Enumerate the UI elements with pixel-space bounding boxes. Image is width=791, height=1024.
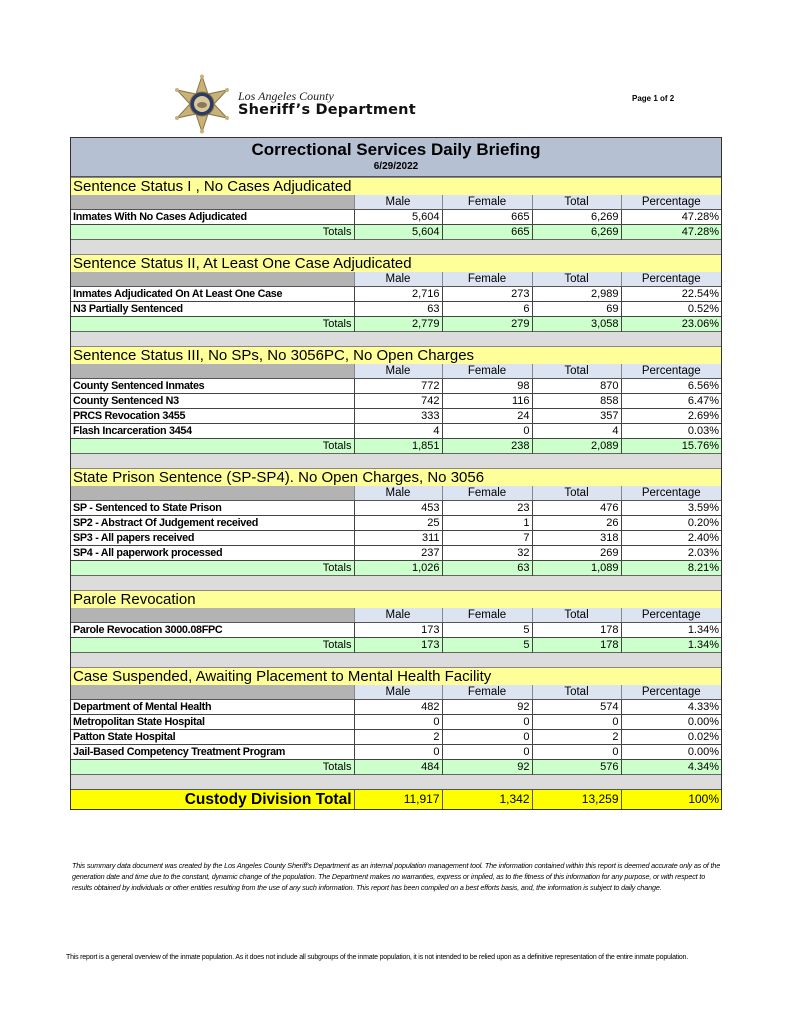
grand-total-total-value: 13,259 <box>532 790 621 810</box>
row-label: PRCS Revocation 3455 <box>71 409 354 424</box>
totals-row <box>71 561 721 576</box>
table-row <box>71 623 721 638</box>
column-header: Male <box>354 685 442 700</box>
column-header-row <box>71 272 721 287</box>
column-header: Female <box>442 608 532 623</box>
row-female-value: 92 <box>442 700 532 715</box>
table-row <box>71 700 721 715</box>
spacer-cell <box>71 332 721 347</box>
row-total-value: 0 <box>532 745 621 760</box>
spacer-cell <box>71 653 721 668</box>
section-spacer <box>71 775 721 790</box>
section-title-row <box>71 591 721 609</box>
section-title-row <box>71 255 721 273</box>
totals-male-value: 2,779 <box>354 317 442 332</box>
row-total-value: 26 <box>532 516 621 531</box>
section-title: Sentence Status II, At Least One Case Adjudicated <box>71 255 721 273</box>
row-pct-value: 2.40% <box>621 531 721 546</box>
totals-row <box>71 760 721 775</box>
row-female-value: 0 <box>442 715 532 730</box>
row-label: Inmates Adjudicated On At Least One Case <box>71 287 354 302</box>
row-total-value: 0 <box>532 715 621 730</box>
row-female-value: 0 <box>442 730 532 745</box>
row-male-value: 2 <box>354 730 442 745</box>
totals-row <box>71 638 721 653</box>
totals-pct-value: 4.34% <box>621 760 721 775</box>
totals-female-value: 238 <box>442 439 532 454</box>
section-spacer <box>71 576 721 591</box>
totals-male-value: 173 <box>354 638 442 653</box>
column-header: Percentage <box>621 195 721 210</box>
row-male-value: 742 <box>354 394 442 409</box>
table-row <box>71 730 721 745</box>
totals-label: Totals <box>71 760 354 775</box>
row-total-value: 178 <box>532 623 621 638</box>
table-row <box>71 409 721 424</box>
column-header: Percentage <box>621 364 721 379</box>
row-female-value: 32 <box>442 546 532 561</box>
row-total-value: 4 <box>532 424 621 439</box>
disclaimer-text: This summary data document was created by the Los Angeles County Sheriff's Department as an internal population management tool. The information contained within this report is deemed accurate only as of the generation date and time due to the constant, dynamic change of the population. The Department makes no warranties, express or implied, as to the fitness of this information for any purpose, or with respect to results obtained by individuals or other entities resulting from the use of any such information. This report has been compiled on a best efforts basis, and, the information is subject to daily change. <box>72 861 721 892</box>
column-header: Female <box>442 195 532 210</box>
row-pct-value: 0.52% <box>621 302 721 317</box>
row-total-value: 870 <box>532 379 621 394</box>
grand-total-female-value: 1,342 <box>442 790 532 810</box>
sheriff-star-badge-icon <box>172 74 232 134</box>
totals-female-value: 665 <box>442 225 532 240</box>
column-header: Total <box>532 608 621 623</box>
row-label: Patton State Hospital <box>71 730 354 745</box>
totals-female-value: 279 <box>442 317 532 332</box>
section-title-row <box>71 347 721 365</box>
totals-row <box>71 439 721 454</box>
grand-total-male-value: 11,917 <box>354 790 442 810</box>
row-female-value: 116 <box>442 394 532 409</box>
column-header: Female <box>442 486 532 501</box>
table-row <box>71 210 721 225</box>
section-title: Sentence Status III, No SPs, No 3056PC, No Open Charges <box>71 347 721 365</box>
row-pct-value: 4.33% <box>621 700 721 715</box>
totals-row <box>71 225 721 240</box>
column-header-row <box>71 364 721 379</box>
report-title: Correctional Services Daily Briefing <box>251 140 541 159</box>
section-spacer <box>71 332 721 347</box>
report-title-band <box>71 138 721 177</box>
section-title-row <box>71 178 721 196</box>
row-total-value: 858 <box>532 394 621 409</box>
row-label: County Sentenced N3 <box>71 394 354 409</box>
grand-total-pct-value: 100% <box>621 790 721 810</box>
row-male-value: 333 <box>354 409 442 424</box>
column-header-row <box>71 685 721 700</box>
row-label: SP3 - All papers received <box>71 531 354 546</box>
totals-male-value: 1,026 <box>354 561 442 576</box>
row-female-value: 7 <box>442 531 532 546</box>
row-male-value: 5,604 <box>354 210 442 225</box>
totals-female-value: 92 <box>442 760 532 775</box>
column-header: Percentage <box>621 685 721 700</box>
row-male-value: 0 <box>354 715 442 730</box>
row-label: N3 Partially Sentenced <box>71 302 354 317</box>
row-label: Jail-Based Competency Treatment Program <box>71 745 354 760</box>
totals-total-value: 1,089 <box>532 561 621 576</box>
row-male-value: 237 <box>354 546 442 561</box>
row-pct-value: 6.47% <box>621 394 721 409</box>
column-header-row <box>71 195 721 210</box>
row-female-value: 1 <box>442 516 532 531</box>
totals-label: Totals <box>71 638 354 653</box>
row-female-value: 23 <box>442 501 532 516</box>
header-blank-cell <box>71 608 354 623</box>
row-label: Flash Incarceration 3454 <box>71 424 354 439</box>
section-spacer <box>71 653 721 668</box>
spacer-cell <box>71 775 721 790</box>
section-title: Case Suspended, Awaiting Placement to Mental Health Facility <box>71 668 721 686</box>
row-total-value: 69 <box>532 302 621 317</box>
row-pct-value: 22.54% <box>621 287 721 302</box>
table-row <box>71 531 721 546</box>
row-male-value: 2,716 <box>354 287 442 302</box>
totals-total-value: 178 <box>532 638 621 653</box>
footnote-text: This report is a general overview of the inmate population. As it does not include all subgroups of the inmate population, it is not intended to be relied upon as a definitive representation of the entire inmate population. <box>66 954 688 961</box>
totals-total-value: 2,089 <box>532 439 621 454</box>
column-header: Male <box>354 486 442 501</box>
row-male-value: 772 <box>354 379 442 394</box>
spacer-cell <box>71 576 721 591</box>
row-label: SP - Sentenced to State Prison <box>71 501 354 516</box>
page-indicator: Page 1 of 2 <box>632 94 675 103</box>
column-header-row <box>71 608 721 623</box>
row-total-value: 574 <box>532 700 621 715</box>
column-header: Male <box>354 608 442 623</box>
table-row <box>71 745 721 760</box>
totals-label: Totals <box>71 225 354 240</box>
spacer-cell <box>71 454 721 469</box>
totals-male-value: 1,851 <box>354 439 442 454</box>
header-blank-cell <box>71 195 354 210</box>
row-total-value: 269 <box>532 546 621 561</box>
column-header: Percentage <box>621 272 721 287</box>
column-header: Female <box>442 364 532 379</box>
totals-male-value: 5,604 <box>354 225 442 240</box>
row-label: Inmates With No Cases Adjudicated <box>71 210 354 225</box>
column-header: Male <box>354 195 442 210</box>
row-total-value: 318 <box>532 531 621 546</box>
row-male-value: 0 <box>354 745 442 760</box>
header-blank-cell <box>71 685 354 700</box>
column-header: Female <box>442 685 532 700</box>
row-pct-value: 0.00% <box>621 745 721 760</box>
row-female-value: 98 <box>442 379 532 394</box>
column-header-row <box>71 486 721 501</box>
section-spacer <box>71 454 721 469</box>
column-header: Percentage <box>621 608 721 623</box>
row-total-value: 2 <box>532 730 621 745</box>
row-label: Metropolitan State Hospital <box>71 715 354 730</box>
totals-pct-value: 23.06% <box>621 317 721 332</box>
totals-pct-value: 1.34% <box>621 638 721 653</box>
row-label: SP4 - All paperwork processed <box>71 546 354 561</box>
section-title: Parole Revocation <box>71 591 721 609</box>
totals-male-value: 484 <box>354 760 442 775</box>
table-row <box>71 501 721 516</box>
row-total-value: 476 <box>532 501 621 516</box>
row-pct-value: 2.69% <box>621 409 721 424</box>
row-female-value: 24 <box>442 409 532 424</box>
row-label: SP2 - Abstract Of Judgement received <box>71 516 354 531</box>
row-total-value: 6,269 <box>532 210 621 225</box>
totals-pct-value: 15.76% <box>621 439 721 454</box>
totals-row <box>71 317 721 332</box>
column-header: Percentage <box>621 486 721 501</box>
column-header: Total <box>532 272 621 287</box>
row-label: County Sentenced Inmates <box>71 379 354 394</box>
row-female-value: 6 <box>442 302 532 317</box>
spacer-cell <box>71 240 721 255</box>
totals-female-value: 5 <box>442 638 532 653</box>
section-title: State Prison Sentence (SP-SP4). No Open Charges, No 3056 <box>71 469 721 487</box>
row-female-value: 665 <box>442 210 532 225</box>
row-pct-value: 0.02% <box>621 730 721 745</box>
table-row <box>71 379 721 394</box>
row-total-value: 357 <box>532 409 621 424</box>
header-blank-cell <box>71 486 354 501</box>
row-pct-value: 3.59% <box>621 501 721 516</box>
totals-total-value: 576 <box>532 760 621 775</box>
row-male-value: 4 <box>354 424 442 439</box>
row-male-value: 311 <box>354 531 442 546</box>
sheriff-logo <box>172 74 437 134</box>
row-label: Department of Mental Health <box>71 700 354 715</box>
row-pct-value: 0.20% <box>621 516 721 531</box>
totals-total-value: 6,269 <box>532 225 621 240</box>
grand-total-row <box>71 790 721 810</box>
logo-county-text: Los Angeles County <box>238 89 334 104</box>
column-header: Total <box>532 364 621 379</box>
row-female-value: 0 <box>442 424 532 439</box>
row-label: Parole Revocation 3000.08FPC <box>71 623 354 638</box>
totals-pct-value: 47.28% <box>621 225 721 240</box>
table-row <box>71 302 721 317</box>
row-total-value: 2,989 <box>532 287 621 302</box>
section-title-row <box>71 668 721 686</box>
table-row <box>71 424 721 439</box>
totals-total-value: 3,058 <box>532 317 621 332</box>
column-header: Male <box>354 272 442 287</box>
totals-label: Totals <box>71 439 354 454</box>
table-row <box>71 546 721 561</box>
grand-total-label: Custody Division Total <box>71 790 354 810</box>
column-header: Total <box>532 486 621 501</box>
totals-female-value: 63 <box>442 561 532 576</box>
row-pct-value: 1.34% <box>621 623 721 638</box>
daily-briefing-report <box>70 137 722 810</box>
totals-pct-value: 8.21% <box>621 561 721 576</box>
section-spacer <box>71 240 721 255</box>
row-male-value: 173 <box>354 623 442 638</box>
table-row <box>71 394 721 409</box>
section-title-row <box>71 469 721 487</box>
row-pct-value: 6.56% <box>621 379 721 394</box>
row-female-value: 5 <box>442 623 532 638</box>
table-row <box>71 516 721 531</box>
section-title: Sentence Status I , No Cases Adjudicated <box>71 178 721 196</box>
row-pct-value: 47.28% <box>621 210 721 225</box>
column-header: Total <box>532 195 621 210</box>
row-male-value: 63 <box>354 302 442 317</box>
row-pct-value: 0.03% <box>621 424 721 439</box>
row-female-value: 273 <box>442 287 532 302</box>
row-female-value: 0 <box>442 745 532 760</box>
row-pct-value: 0.00% <box>621 715 721 730</box>
table-row <box>71 287 721 302</box>
column-header: Total <box>532 685 621 700</box>
column-header: Female <box>442 272 532 287</box>
header-blank-cell <box>71 364 354 379</box>
row-male-value: 25 <box>354 516 442 531</box>
row-pct-value: 2.03% <box>621 546 721 561</box>
row-male-value: 453 <box>354 501 442 516</box>
row-male-value: 482 <box>354 700 442 715</box>
column-header: Male <box>354 364 442 379</box>
logo-department-text: Sheriff’s Department <box>238 102 416 119</box>
header-blank-cell <box>71 272 354 287</box>
report-date: 6/29/2022 <box>373 161 419 172</box>
totals-label: Totals <box>71 561 354 576</box>
totals-label: Totals <box>71 317 354 332</box>
table-row <box>71 715 721 730</box>
report-table <box>71 177 721 809</box>
